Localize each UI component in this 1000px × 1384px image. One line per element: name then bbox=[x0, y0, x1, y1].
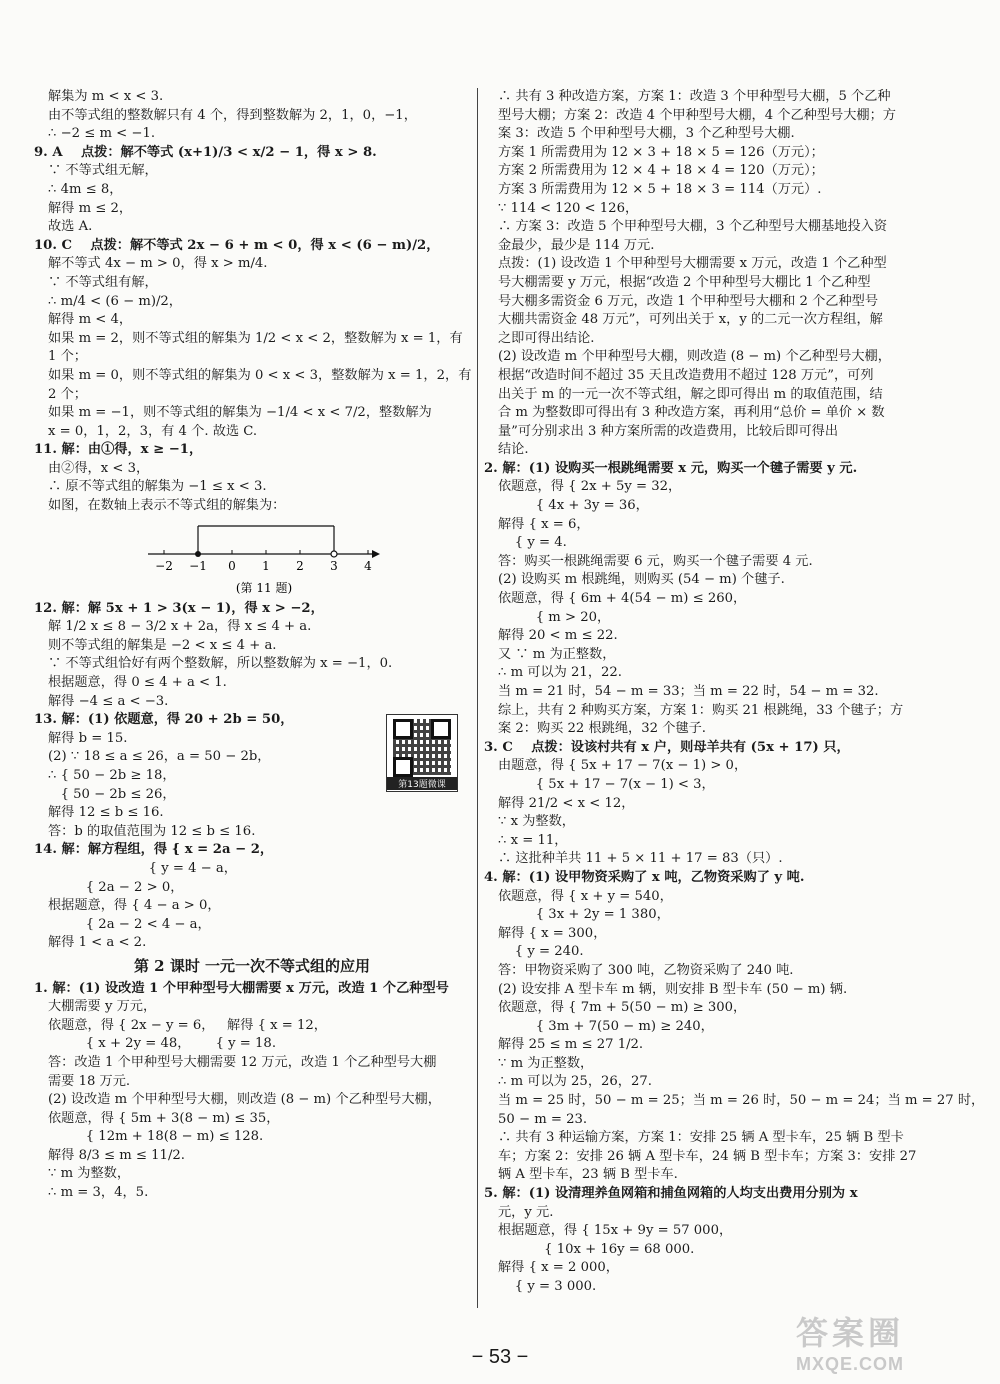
text-line: 需要 18 万元. bbox=[48, 1073, 131, 1089]
qr-label: 第13题微课 bbox=[387, 777, 457, 790]
text-line: 型号大棚；方案 2：改造 4 个甲种型号大棚，4 个乙种型号大棚；方 bbox=[498, 107, 896, 123]
text-line: { y = 4. bbox=[498, 535, 567, 551]
text-line: 2 个； bbox=[48, 386, 87, 402]
text-line: (2) 设改造 m 个甲种型号大棚，则改造 (8 − m) 个乙种型号大棚， bbox=[48, 1092, 441, 1108]
column-divider bbox=[477, 88, 478, 1308]
text-line: 依题意，得 { 2x + 5y = 32， bbox=[498, 479, 682, 495]
problem-heading-line: 4. 解：(1) 设甲物资采购了 x 吨，乙物资采购了 y 吨. bbox=[484, 869, 805, 885]
text-line: 1 个； bbox=[48, 349, 87, 365]
text-line: 解得 { x = 2 000， bbox=[498, 1260, 619, 1276]
text-line: 方案 3 所需费用为 12 × 5 + 18 × 3 = 114（万元）. bbox=[498, 181, 822, 197]
text-line: ∴ m 可以为 25，26，27. bbox=[498, 1074, 652, 1090]
tick-label: −2 bbox=[155, 558, 173, 573]
text-line: 出关于 m 的一元一次不等式组，解之即可得出 m 的取值范围，结 bbox=[498, 386, 883, 402]
watermark-top: 答案圈 bbox=[796, 1315, 905, 1351]
text-line: 又 ∵ m 为正整数， bbox=[498, 646, 616, 662]
tick-label: 2 bbox=[296, 558, 304, 573]
tick-label: −1 bbox=[189, 558, 207, 573]
text-line: 根据题意，得 { 4 − a > 0， bbox=[48, 898, 221, 914]
text-line: { m > 20， bbox=[498, 609, 611, 625]
text-line: 方案 1 所需费用为 12 × 3 + 18 × 5 = 126（万元）； bbox=[498, 144, 824, 160]
text-line: 依题意，得 { 6m + 4(54 − m) ≤ 260， bbox=[498, 591, 747, 607]
text-line: 元，y 元. bbox=[498, 1204, 554, 1220]
text-line: 结论. bbox=[498, 442, 529, 458]
text-line: 如果 m = −1，则不等式组的解集为 −1/4 < x < 7/2，整数解为 bbox=[48, 405, 432, 421]
text-line: ∴ 方案 3：改造 5 个甲种型号大棚，3 个乙种型号大棚基地投入资 bbox=[498, 219, 888, 235]
text-line: 金最少，最少是 114 万元. bbox=[498, 237, 655, 253]
text-line: 解不等式 4x − m > 0，得 x > m/4. bbox=[48, 256, 268, 272]
text-line: 大棚需要 y 万元， bbox=[48, 999, 157, 1015]
text-line: 解得 −4 ≤ a < −3. bbox=[48, 693, 169, 709]
text-line: (2) 设安排 A 型卡车 m 辆，则安排 B 型卡车 (50 − m) 辆. bbox=[498, 981, 848, 997]
text-line: ∵ 不等式组无解， bbox=[48, 163, 158, 179]
qr-code[interactable] bbox=[386, 714, 458, 792]
section-title: 第 2 课时 一元一次不等式组的应用 bbox=[133, 956, 371, 975]
text-line: 解得 8/3 ≤ m ≤ 11/2. bbox=[48, 1147, 185, 1163]
text-line: 解得 { x = 6， bbox=[498, 516, 590, 532]
watermark-bottom: MXQE.COM bbox=[796, 1354, 905, 1374]
figure-caption: (第 11 题) bbox=[235, 580, 293, 595]
text-line: 根据题意，得 { 15x + 9y = 57 000， bbox=[498, 1223, 733, 1239]
text-line: ∵ 不等式组恰好有两个整数解，所以整数解为 x = −1，0. bbox=[48, 656, 393, 672]
problem-heading-line: 9. A 点拨：解不等式 (x+1)/3 < x/2 − 1，得 x > 8. bbox=[34, 144, 377, 160]
text-line: 合 m 为整数即可得出有 3 种改造方案，再利用“总价 = 单价 × 数 bbox=[498, 405, 885, 421]
text-line: x = 0，1，2，3，有 4 个. 故选 C. bbox=[48, 423, 258, 439]
text-line: 由题意，得 { 5x + 17 − 7(x − 1) > 0， bbox=[498, 758, 748, 774]
problem-heading-line: 11. 解：由①得，x ≥ −1， bbox=[34, 442, 203, 458]
text-line: 综上，共有 2 种购买方案，方案 1：购买 21 根跳绳，33 个毽子；方 bbox=[498, 702, 904, 718]
text-line: 大棚共需资金 48 万元”，可列出关于 x，y 的二元一次方程组，解 bbox=[498, 312, 883, 328]
text-line: { 3m + 7(50 − m) ≥ 240， bbox=[498, 1018, 714, 1034]
text-line: ∴ x = 11， bbox=[498, 832, 568, 848]
text-line: 解集为 m < x < 3. bbox=[48, 89, 164, 104]
text-line: 依题意，得 { 7m + 5(50 − m) ≥ 300， bbox=[498, 1000, 747, 1016]
qr-finder bbox=[393, 757, 413, 777]
problem-heading-line: 5. 解：(1) 设清理养鱼网箱和捕鱼网箱的人均支出费用分别为 x bbox=[484, 1186, 858, 1202]
closed-point bbox=[195, 551, 201, 557]
problem-heading-line: 14. 解：解方程组，得 { x = 2a − 2， bbox=[34, 842, 274, 858]
text-line: { 4x + 3y = 36， bbox=[498, 498, 649, 514]
text-line: 则不等式组的解集是 −2 < x ≤ 4 + a. bbox=[48, 637, 277, 653]
text-line: { 3x + 2y = 1 380， bbox=[498, 907, 670, 923]
text-line: ∵ m 为整数， bbox=[48, 1166, 131, 1182]
text-line: ∵ 不等式组有解， bbox=[48, 274, 158, 290]
text-line: { y = 3 000. bbox=[498, 1279, 597, 1294]
tick-label: 0 bbox=[228, 558, 236, 573]
problem-heading-line: 1. 解：(1) 设改造 1 个甲种型号大棚需要 x 万元，改造 1 个乙种型号 bbox=[34, 980, 449, 996]
problem-heading-line: 13. 解：(1) 依题意，得 20 + 2b = 50， bbox=[34, 712, 294, 728]
left-column bbox=[34, 88, 470, 1203]
text-line: { 50 − 2b ≤ 26， bbox=[48, 786, 176, 802]
text-line: 之即可得出结论. bbox=[498, 330, 595, 346]
text-line: 依题意，得 { x + y = 540， bbox=[498, 888, 673, 904]
text-line: 辆 A 型卡车，23 辆 B 型卡车. bbox=[498, 1167, 678, 1183]
text-line: 如图，在数轴上表示不等式组的解集为： bbox=[48, 498, 286, 514]
text-line: ∴ m 可以为 21，22. bbox=[498, 665, 622, 681]
problem-heading-line: 10. C 点拨：解不等式 2x − 6 + m < 0，得 x < (6 − m)/2， bbox=[34, 237, 440, 253]
open-point bbox=[331, 551, 337, 557]
watermark bbox=[796, 1308, 976, 1374]
tick-label: 3 bbox=[330, 558, 338, 573]
text-line: 点拨：(1) 设改造 1 个甲种型号大棚需要 x 万元，改造 1 个乙种型 bbox=[498, 256, 887, 272]
text-line: ∴ 4m ≤ 8， bbox=[48, 181, 123, 197]
text-line: ∴ m/4 < (6 − m)/2， bbox=[48, 293, 182, 309]
text-line: ∴ m = 3，4，5. bbox=[48, 1185, 149, 1201]
right-column bbox=[484, 88, 985, 1297]
text-line: (2) ∵ 18 ≤ a ≤ 26，a = 50 − 2b， bbox=[48, 749, 271, 765]
text-line: 号大棚需要 y 万元，根据“改造 2 个甲种型号大棚比 1 个乙种型 bbox=[498, 274, 871, 290]
text-line: { 10x + 16y = 68 000. bbox=[498, 1241, 695, 1257]
text-line: ∵ x 为整数， bbox=[498, 814, 575, 830]
text-line: 当 m = 21 时，54 − m = 33；当 m = 22 时，54 − m = 32. bbox=[498, 684, 879, 699]
text-line: { 2a − 2 < 4 − a， bbox=[48, 916, 211, 932]
problem-heading-line: 3. C 点拨：设该村共有 x 户，则母羊共有 (5x + 17) 只， bbox=[484, 739, 850, 755]
text-line: 车；方案 2：安排 26 辆 A 型卡车，24 辆 B 型卡车；方案 3：安排 27 bbox=[498, 1148, 917, 1164]
text-line: 如果 m = 2，则不等式组的解集为 1/2 < x < 2，整数解为 x = 1，有 bbox=[48, 330, 463, 346]
text-line: 50 − m = 23. bbox=[498, 1111, 588, 1127]
text-line: { x + 2y = 48， { y = 18. bbox=[48, 1036, 277, 1052]
text-line: { 5x + 17 − 7(x − 1) < 3， bbox=[498, 776, 715, 792]
axis-arrow bbox=[372, 550, 380, 558]
text-line: ∴ 共有 3 种改造方案，方案 1：改造 3 个甲种型号大棚，5 个乙种 bbox=[498, 89, 891, 104]
text-line: 解得 b = 15. bbox=[48, 730, 128, 746]
qr-finder bbox=[393, 719, 413, 739]
text-line: 方案 2 所需费用为 12 × 4 + 18 × 4 = 120（万元）； bbox=[498, 163, 824, 179]
text-line: 解得 20 < m ≤ 22. bbox=[498, 628, 618, 644]
text-line: 依题意，得 { 5m + 3(8 − m) ≤ 35， bbox=[48, 1110, 280, 1126]
text-line: (2) 设改造 m 个甲种型号大棚，则改造 (8 − m) 个乙种型号大棚， bbox=[498, 349, 891, 365]
text-line: 根据题意，得 0 ≤ 4 + a < 1. bbox=[48, 675, 227, 691]
text-line: ∵ 114 < 120 < 126， bbox=[498, 200, 639, 216]
text-line: 案 3：改造 5 个甲种型号大棚，3 个乙种型号大棚. bbox=[498, 126, 795, 142]
text-line: 答：甲物资采购了 300 吨，乙物资采购了 240 吨. bbox=[498, 962, 794, 978]
number-line-svg bbox=[144, 516, 384, 600]
text-line: 答：购买一根跳绳需要 6 元，购买一个毽子需要 4 元. bbox=[498, 553, 813, 569]
text-line: 解得 12 ≤ b ≤ 16. bbox=[48, 805, 164, 821]
text-line: 解得 m < 4， bbox=[48, 312, 133, 328]
text-line: 解得 25 ≤ m ≤ 27 1/2. bbox=[498, 1037, 644, 1053]
text-line: 解得 { x = 300， bbox=[498, 925, 607, 941]
text-line: 故选 A. bbox=[48, 219, 93, 235]
text-line: ∴ −2 ≤ m < −1. bbox=[48, 126, 156, 142]
text-line: 解 1/2 x ≤ 8 − 3/2 x + 2a，得 x ≤ 4 + a. bbox=[48, 619, 312, 635]
text-line: ∴ 共有 3 种运输方案，方案 1：安排 25 辆 A 型卡车，25 辆 B 型卡 bbox=[498, 1130, 904, 1146]
text-line: 量”可分别求出 3 种方案所需的改造费用，比较后即可得出 bbox=[498, 423, 839, 439]
problem-heading-line: 12. 解：解 5x + 1 > 3(x − 1)，得 x > −2， bbox=[34, 600, 324, 616]
qr-finder bbox=[431, 719, 451, 739]
text-line: 解得 1 < a < 2. bbox=[48, 935, 147, 951]
text-line: 号大棚多需资金 6 万元，改造 1 个甲种型号大棚和 2 个乙种型号 bbox=[498, 293, 879, 309]
problem-heading-line: 2. 解：(1) 设购买一根跳绳需要 x 元，购买一个毽子需要 y 元. bbox=[484, 460, 858, 476]
text-line: { 2a − 2 > 0， bbox=[48, 879, 184, 895]
tick-label: 1 bbox=[262, 558, 270, 573]
text-line: { y = 4 − a， bbox=[48, 860, 237, 876]
page-number: − 53 − bbox=[471, 1346, 529, 1368]
text-line: 答：b 的取值范围为 12 ≤ b ≤ 16. bbox=[48, 823, 256, 839]
text-line: { 12m + 18(8 − m) ≤ 128. bbox=[48, 1129, 264, 1145]
text-line: 如果 m = 0，则不等式组的解集为 0 < x < 3，整数解为 x = 1，2，有 bbox=[48, 367, 472, 383]
text-line: ∴ 原不等式组的解集为 −1 ≤ x < 3. bbox=[48, 479, 267, 495]
text-line: ∴ 这批种羊共 11 + 5 × 11 + 17 = 83（只）. bbox=[498, 851, 783, 867]
text-line: { y = 240. bbox=[498, 944, 584, 960]
text-line: 依题意，得 { 2x − y = 6， 解得 { x = 12， bbox=[48, 1017, 327, 1033]
text-line: 由②得，x < 3， bbox=[48, 460, 150, 476]
text-line: 解得 m ≤ 2， bbox=[48, 200, 133, 216]
tick-label: 4 bbox=[364, 558, 372, 573]
text-line: 由不等式组的整数解只有 4 个，得到整数解为 2，1，0，−1， bbox=[48, 107, 417, 123]
text-line: (2) 设购买 m 根跳绳，则购买 (54 − m) 个毽子. bbox=[498, 572, 785, 588]
number-line-figure bbox=[34, 516, 470, 600]
text-line: 解得 21/2 < x < 12， bbox=[498, 795, 635, 811]
text-line: 当 m = 25 时，50 − m = 25；当 m = 26 时，50 − m = 24；当 m = 27 时， bbox=[498, 1093, 985, 1109]
text-line: 答：改造 1 个甲种型号大棚需要 12 万元，改造 1 个乙种型号大棚 bbox=[48, 1054, 437, 1070]
text-line: 根据“改造时间不超过 35 天且改造费用不超过 128 万元”，可列 bbox=[498, 367, 874, 383]
text-line: ∵ m 为正整数， bbox=[498, 1055, 594, 1071]
text-line: ∴ { 50 − 2b ≥ 18， bbox=[48, 768, 176, 783]
text-line: 案 2：购买 22 根跳绳，32 个毽子. bbox=[498, 721, 706, 737]
